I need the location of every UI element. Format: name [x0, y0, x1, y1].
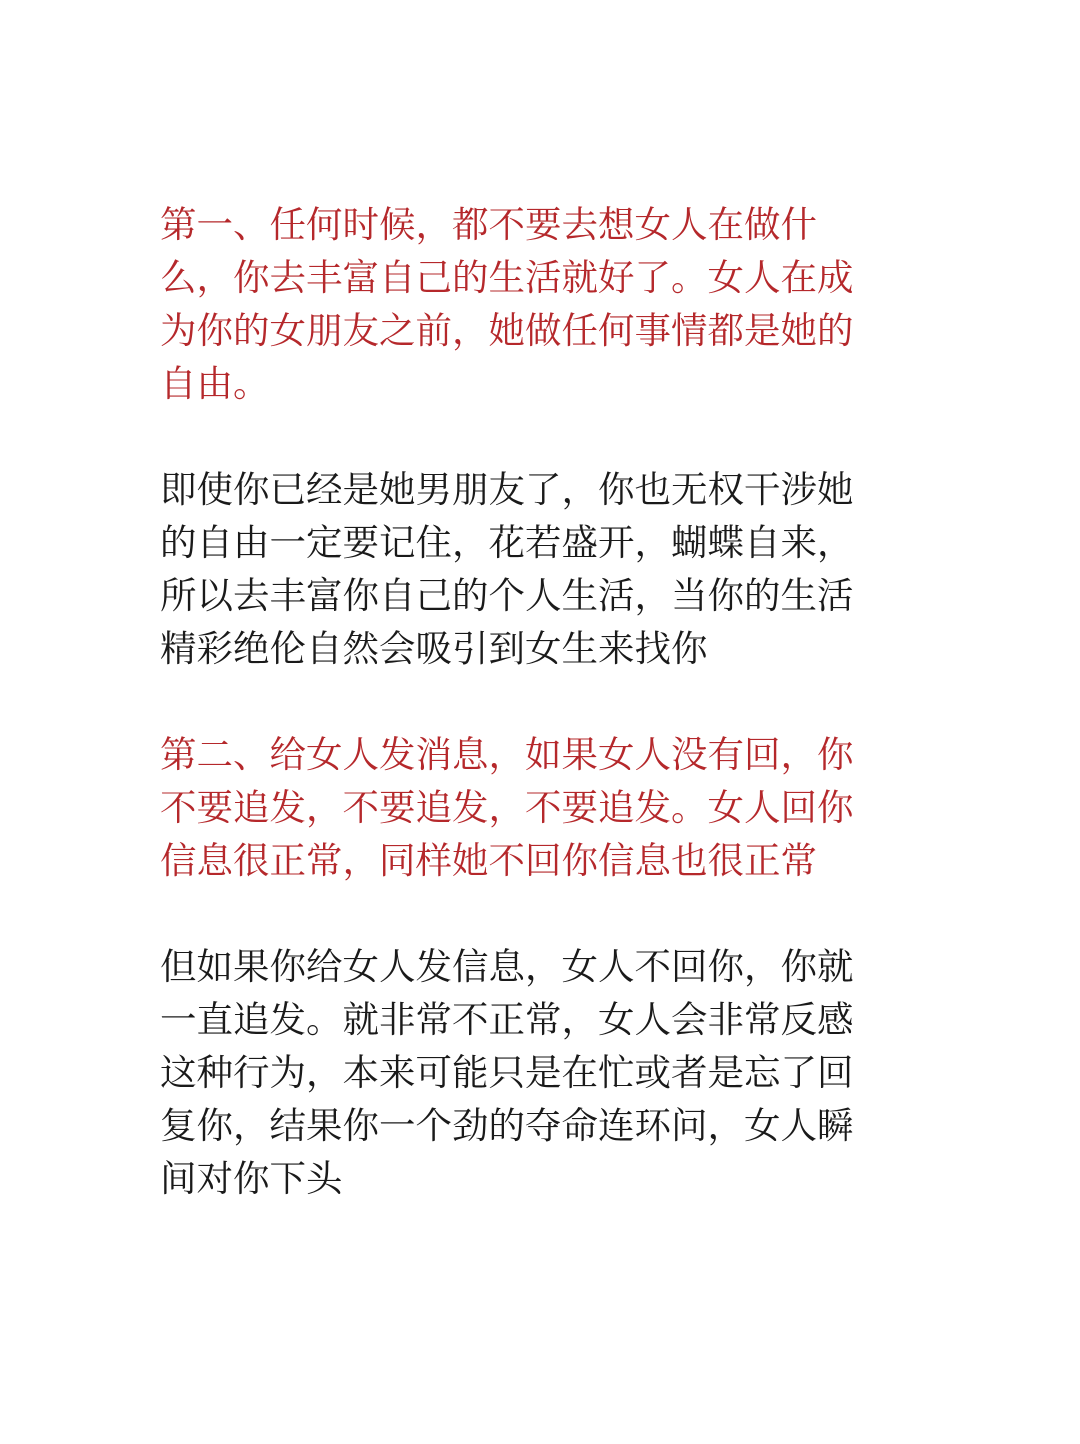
text-line: 为你的女朋友之前，她做任何事情都是她的: [160, 309, 854, 352]
text-line: 第一、任何时候，都不要去想女人在做什: [160, 203, 817, 246]
text-line: 信息很正常，同样她不回你信息也很正常: [160, 839, 817, 882]
paragraph-tip-one-detail: [160, 463, 890, 675]
text-line: 第二、给女人发消息，如果女人没有回，你: [160, 733, 854, 776]
text-line: 精彩绝伦自然会吸引到女生来找你: [160, 627, 708, 670]
text-line: 么，你去丰富自己的生活就好了。女人在成: [160, 256, 854, 299]
text-line: 不要追发，不要追发，不要追发。女人回你: [160, 786, 854, 829]
text-line: 但如果你给女人发信息，女人不回你，你就: [160, 945, 854, 988]
text-line: 一直追发。就非常不正常，女人会非常反感: [160, 998, 854, 1041]
text-line: 的自由一定要记住，花若盛开，蝴蝶自来，: [160, 521, 854, 564]
paragraph-tip-two: [160, 728, 890, 887]
text-line: 即使你已经是她男朋友了，你也无权干涉她: [160, 468, 854, 511]
paragraph-tip-two-detail: [160, 940, 890, 1205]
text-line: 复你，结果你一个劲的夺命连环问，女人瞬: [160, 1104, 854, 1147]
text-line: 这种行为，本来可能只是在忙或者是忘了回: [160, 1051, 854, 1094]
text-line: 间对你下头: [160, 1157, 343, 1200]
text-line: 所以去丰富你自己的个人生活，当你的生活: [160, 574, 854, 617]
paragraph-tip-one: [160, 198, 890, 410]
text-line: 自由。: [160, 362, 270, 405]
article-body: [160, 198, 890, 1205]
